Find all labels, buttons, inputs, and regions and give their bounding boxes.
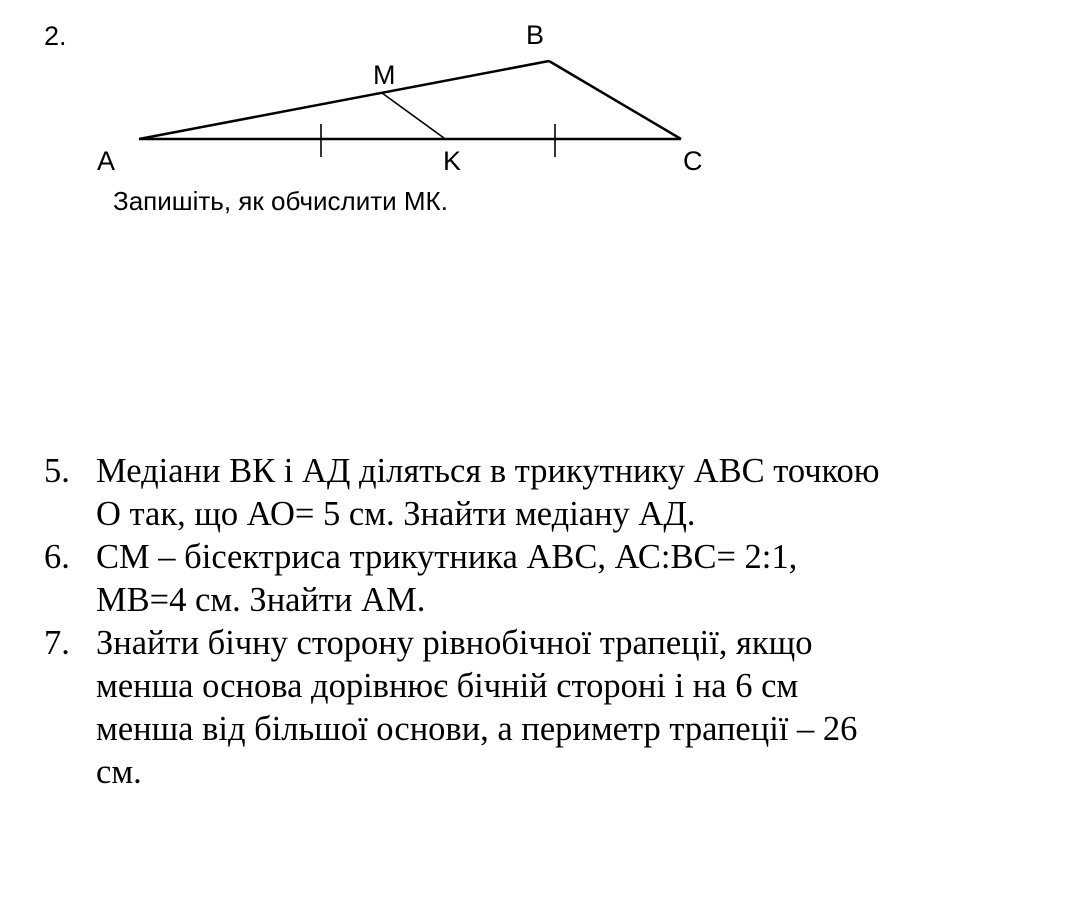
- problem-item-6: [44, 536, 1044, 622]
- problem-list: [44, 450, 1044, 794]
- problem-text-line: МВ=4 см. Знайти АМ.: [96, 581, 426, 619]
- problem-text-line: менша від більшої основи, а периметр трапеції – 26: [96, 710, 858, 748]
- problem-text-line: менша основа дорівнює бічній стороні і на 6 см: [96, 667, 799, 705]
- side-ab: [139, 61, 549, 139]
- problem-item-5: [44, 450, 1044, 536]
- task-number: 2.: [44, 21, 67, 51]
- problem-text-line: см.: [96, 753, 142, 791]
- task-instruction: Запишіть, як обчислити МК.: [113, 186, 448, 216]
- segment-mk: [382, 93, 444, 138]
- point-label-b: B: [526, 20, 545, 50]
- point-label-m: M: [373, 60, 396, 90]
- problem-item-7: [44, 622, 1044, 794]
- problem-text-line: Медіани ВК і АД діляться в трикутнику АВС точкою: [96, 452, 880, 490]
- point-label-a: A: [97, 146, 116, 176]
- problem-text-line: СМ – бісектриса трикутника АВС, АС:ВС= 2:1,: [96, 538, 798, 576]
- problem-number: 5.: [44, 452, 70, 490]
- problem-number: 6.: [44, 538, 70, 576]
- problem-text-line: Знайти бічну сторону рівнобічної трапеції, якщо: [96, 624, 813, 662]
- point-label-c: C: [683, 146, 703, 176]
- problem-number: 7.: [44, 624, 70, 662]
- problem-text-line: О так, що АО= 5 см. Знайти медіану АД.: [96, 495, 696, 533]
- point-label-k: K: [443, 146, 462, 176]
- side-bc: [549, 61, 681, 139]
